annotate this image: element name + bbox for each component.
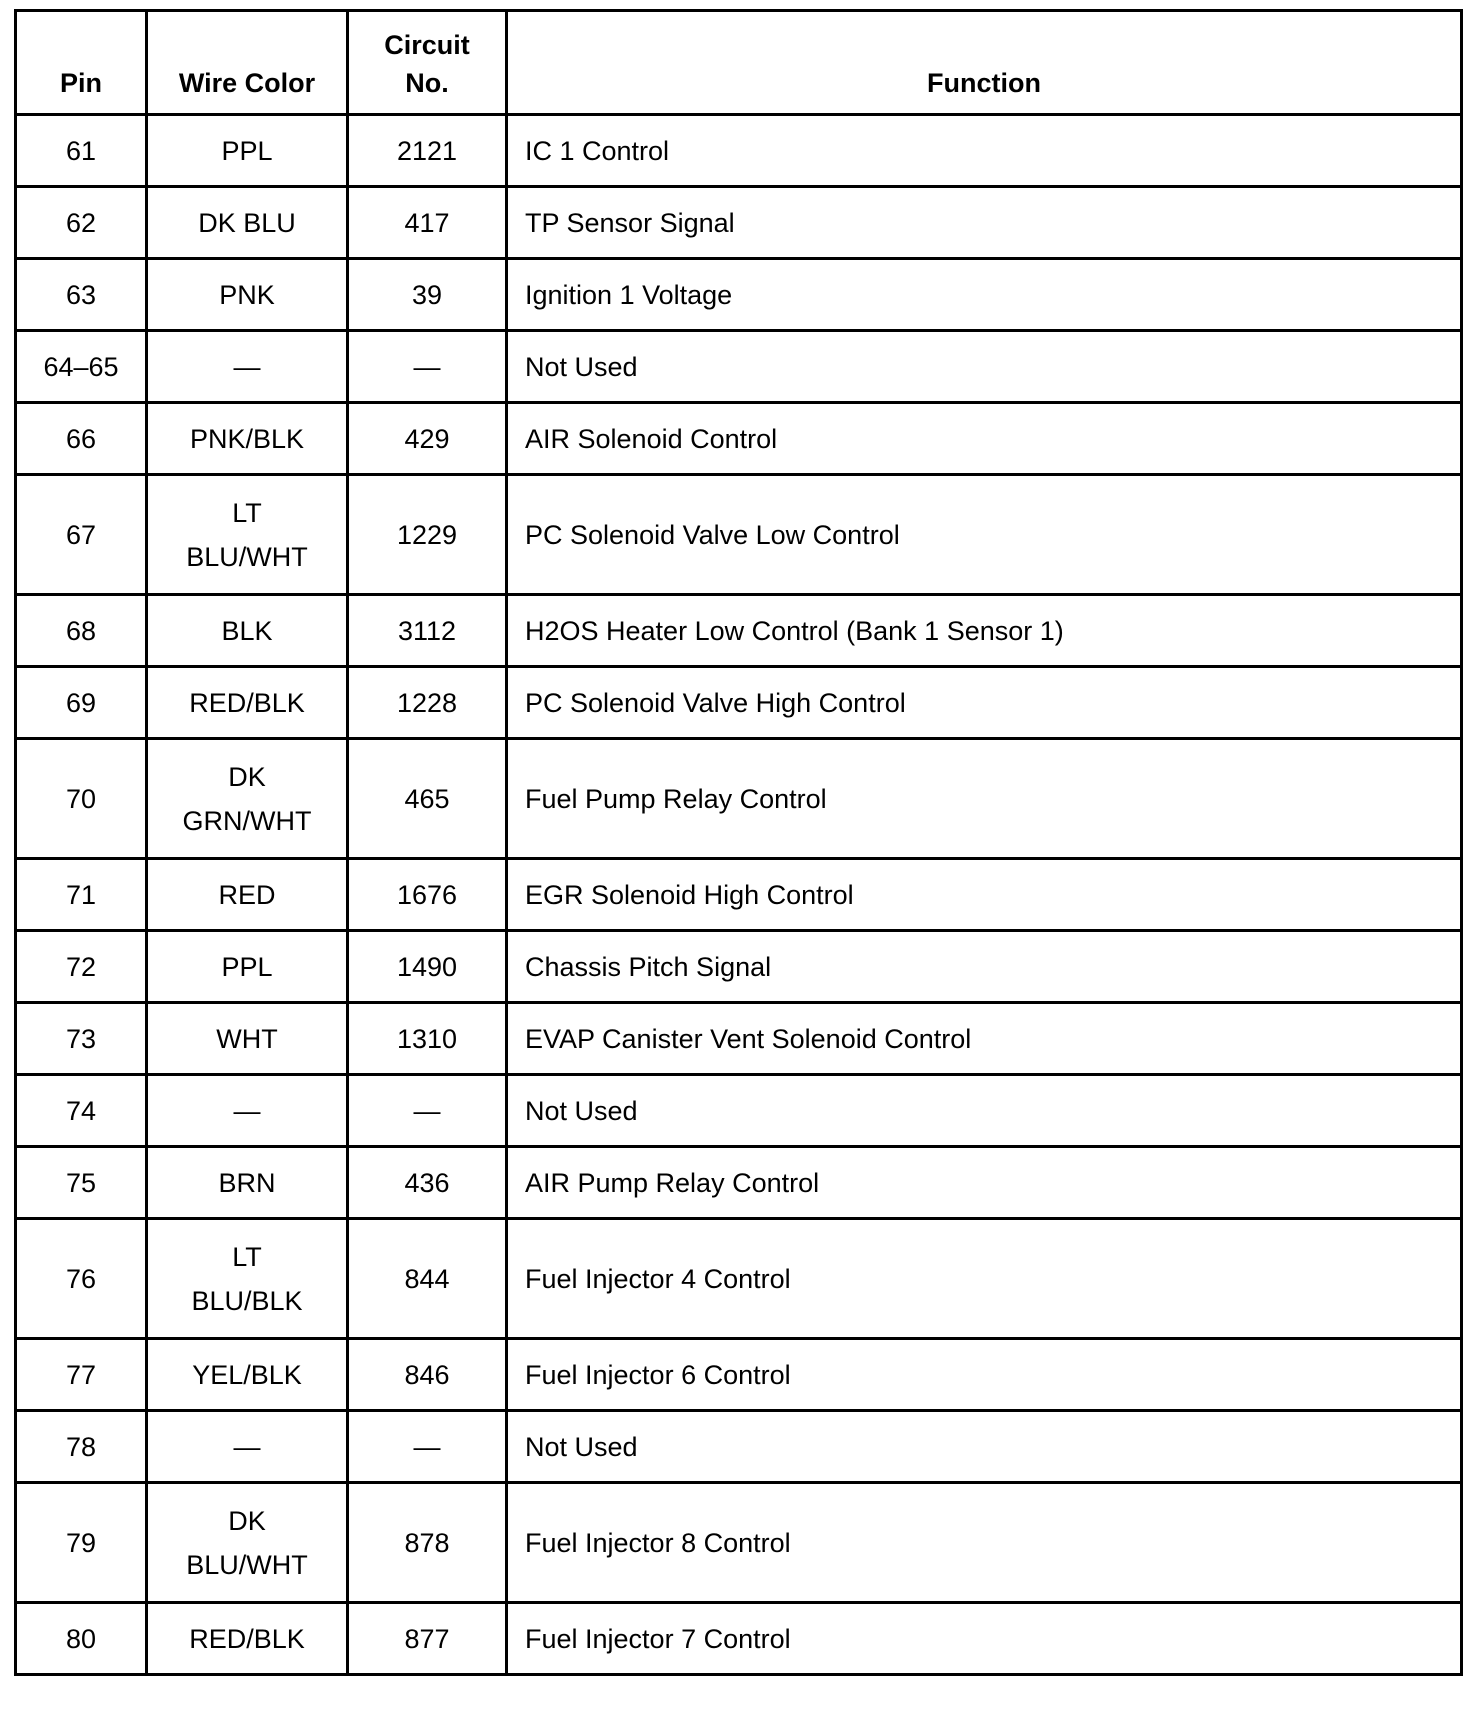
pin-cell: 72 bbox=[16, 931, 147, 1003]
wire-color-cell bbox=[147, 739, 348, 859]
wire-color-line1: PNK bbox=[219, 279, 275, 310]
circuit-cell: 3112 bbox=[348, 595, 507, 667]
pin-cell: 76 bbox=[16, 1219, 147, 1339]
wire-color-cell bbox=[147, 475, 348, 595]
wire-color-line2: GRN/WHT bbox=[182, 805, 312, 836]
pin-cell: 69 bbox=[16, 667, 147, 739]
function-cell: Not Used bbox=[507, 331, 1462, 403]
pin-cell: 70 bbox=[16, 739, 147, 859]
wire-color-cell bbox=[147, 859, 348, 931]
pin-cell: 74 bbox=[16, 1075, 147, 1147]
circuit-cell: 1490 bbox=[348, 931, 507, 1003]
wire-color-line1: LT bbox=[232, 497, 262, 528]
table-row bbox=[16, 115, 1462, 187]
header-circuit-line2: No. bbox=[405, 68, 449, 98]
wire-color-cell bbox=[147, 1075, 348, 1147]
wire-color-line2: BLU/WHT bbox=[186, 541, 308, 572]
function-cell: Not Used bbox=[507, 1411, 1462, 1483]
circuit-cell: 1228 bbox=[348, 667, 507, 739]
wire-color-line1: LT bbox=[232, 1241, 262, 1272]
wire-color-line1: BLK bbox=[221, 615, 273, 646]
wire-color-line1: RED/BLK bbox=[189, 687, 305, 718]
header-function: Function bbox=[507, 11, 1462, 115]
circuit-cell: 1229 bbox=[348, 475, 507, 595]
header-wire-color: Wire Color bbox=[147, 11, 348, 115]
table-row bbox=[16, 667, 1462, 739]
function-cell: PC Solenoid Valve High Control bbox=[507, 667, 1462, 739]
table-row bbox=[16, 331, 1462, 403]
wire-color-line1: WHT bbox=[216, 1023, 278, 1054]
wire-color-line1: RED bbox=[218, 879, 276, 910]
table-row bbox=[16, 1219, 1462, 1339]
connector-pinout-table bbox=[14, 9, 1463, 1676]
function-cell: AIR Solenoid Control bbox=[507, 403, 1462, 475]
pin-cell: 67 bbox=[16, 475, 147, 595]
table-row bbox=[16, 403, 1462, 475]
function-cell: H2OS Heater Low Control (Bank 1 Sensor 1) bbox=[507, 595, 1462, 667]
wire-color-cell bbox=[147, 1603, 348, 1675]
circuit-cell: 1676 bbox=[348, 859, 507, 931]
table-row bbox=[16, 1483, 1462, 1603]
circuit-cell: 877 bbox=[348, 1603, 507, 1675]
wire-color-line1: — bbox=[233, 351, 261, 382]
wire-color-cell bbox=[147, 595, 348, 667]
table-row bbox=[16, 1003, 1462, 1075]
pin-cell: 75 bbox=[16, 1147, 147, 1219]
table-row bbox=[16, 187, 1462, 259]
circuit-cell: 2121 bbox=[348, 115, 507, 187]
circuit-cell: 1310 bbox=[348, 1003, 507, 1075]
circuit-cell: — bbox=[348, 331, 507, 403]
wire-color-cell bbox=[147, 331, 348, 403]
function-cell: EVAP Canister Vent Solenoid Control bbox=[507, 1003, 1462, 1075]
header-circuit-line1: Circuit bbox=[384, 30, 470, 60]
wire-color-cell bbox=[147, 1219, 348, 1339]
circuit-cell: 429 bbox=[348, 403, 507, 475]
circuit-cell: 417 bbox=[348, 187, 507, 259]
pin-cell: 78 bbox=[16, 1411, 147, 1483]
wire-color-line1: DK BLU bbox=[198, 207, 296, 238]
wire-color-cell bbox=[147, 403, 348, 475]
function-cell: Fuel Injector 4 Control bbox=[507, 1219, 1462, 1339]
header-pin: Pin bbox=[16, 11, 147, 115]
circuit-cell: 846 bbox=[348, 1339, 507, 1411]
pin-cell: 73 bbox=[16, 1003, 147, 1075]
wire-color-line1: DK bbox=[228, 1505, 266, 1536]
wire-color-line1: PNK/BLK bbox=[189, 423, 305, 454]
wire-color-cell bbox=[147, 1147, 348, 1219]
function-cell: Not Used bbox=[507, 1075, 1462, 1147]
wire-color-line1: YEL/BLK bbox=[192, 1359, 302, 1390]
header-row bbox=[16, 11, 1462, 115]
header-circuit-no bbox=[348, 11, 507, 115]
wire-color-cell bbox=[147, 187, 348, 259]
function-cell: Fuel Injector 8 Control bbox=[507, 1483, 1462, 1603]
function-cell: AIR Pump Relay Control bbox=[507, 1147, 1462, 1219]
table-row bbox=[16, 1603, 1462, 1675]
circuit-cell: — bbox=[348, 1411, 507, 1483]
table-row bbox=[16, 1411, 1462, 1483]
pin-cell: 63 bbox=[16, 259, 147, 331]
wire-color-line1: PPL bbox=[221, 135, 273, 166]
wire-color-cell bbox=[147, 1339, 348, 1411]
circuit-cell: 465 bbox=[348, 739, 507, 859]
table-row bbox=[16, 259, 1462, 331]
circuit-cell: 844 bbox=[348, 1219, 507, 1339]
wire-color-line1: PPL bbox=[221, 951, 273, 982]
table-row bbox=[16, 931, 1462, 1003]
circuit-cell: 436 bbox=[348, 1147, 507, 1219]
wire-color-cell bbox=[147, 667, 348, 739]
function-cell: PC Solenoid Valve Low Control bbox=[507, 475, 1462, 595]
function-cell: Chassis Pitch Signal bbox=[507, 931, 1462, 1003]
function-cell: Fuel Injector 6 Control bbox=[507, 1339, 1462, 1411]
wire-color-line2: BLU/BLK bbox=[191, 1285, 303, 1316]
function-cell: Fuel Injector 7 Control bbox=[507, 1603, 1462, 1675]
circuit-cell: — bbox=[348, 1075, 507, 1147]
function-cell: EGR Solenoid High Control bbox=[507, 859, 1462, 931]
wire-color-line1: BRN bbox=[218, 1167, 276, 1198]
pin-cell: 77 bbox=[16, 1339, 147, 1411]
circuit-cell: 878 bbox=[348, 1483, 507, 1603]
wire-color-cell bbox=[147, 931, 348, 1003]
wire-color-line1: — bbox=[233, 1095, 261, 1126]
function-cell: TP Sensor Signal bbox=[507, 187, 1462, 259]
table-row bbox=[16, 739, 1462, 859]
pin-cell: 66 bbox=[16, 403, 147, 475]
pin-cell: 64–65 bbox=[16, 331, 147, 403]
wire-color-line1: DK bbox=[228, 761, 266, 792]
pin-cell: 80 bbox=[16, 1603, 147, 1675]
wire-color-cell bbox=[147, 115, 348, 187]
function-cell: Ignition 1 Voltage bbox=[507, 259, 1462, 331]
wire-color-cell bbox=[147, 1483, 348, 1603]
pin-cell: 79 bbox=[16, 1483, 147, 1603]
table-row bbox=[16, 1147, 1462, 1219]
wire-color-line1: — bbox=[233, 1431, 261, 1462]
table-row bbox=[16, 1075, 1462, 1147]
wire-color-cell bbox=[147, 1003, 348, 1075]
table-row bbox=[16, 859, 1462, 931]
wire-color-cell bbox=[147, 1411, 348, 1483]
wire-color-cell bbox=[147, 259, 348, 331]
circuit-cell: 39 bbox=[348, 259, 507, 331]
function-cell: IC 1 Control bbox=[507, 115, 1462, 187]
wire-color-line1: RED/BLK bbox=[189, 1623, 305, 1654]
pin-cell: 61 bbox=[16, 115, 147, 187]
table-row bbox=[16, 595, 1462, 667]
table-row bbox=[16, 1339, 1462, 1411]
pin-cell: 71 bbox=[16, 859, 147, 931]
wire-color-line2: BLU/WHT bbox=[186, 1549, 308, 1580]
table-row bbox=[16, 475, 1462, 595]
pin-cell: 68 bbox=[16, 595, 147, 667]
function-cell: Fuel Pump Relay Control bbox=[507, 739, 1462, 859]
pin-cell: 62 bbox=[16, 187, 147, 259]
